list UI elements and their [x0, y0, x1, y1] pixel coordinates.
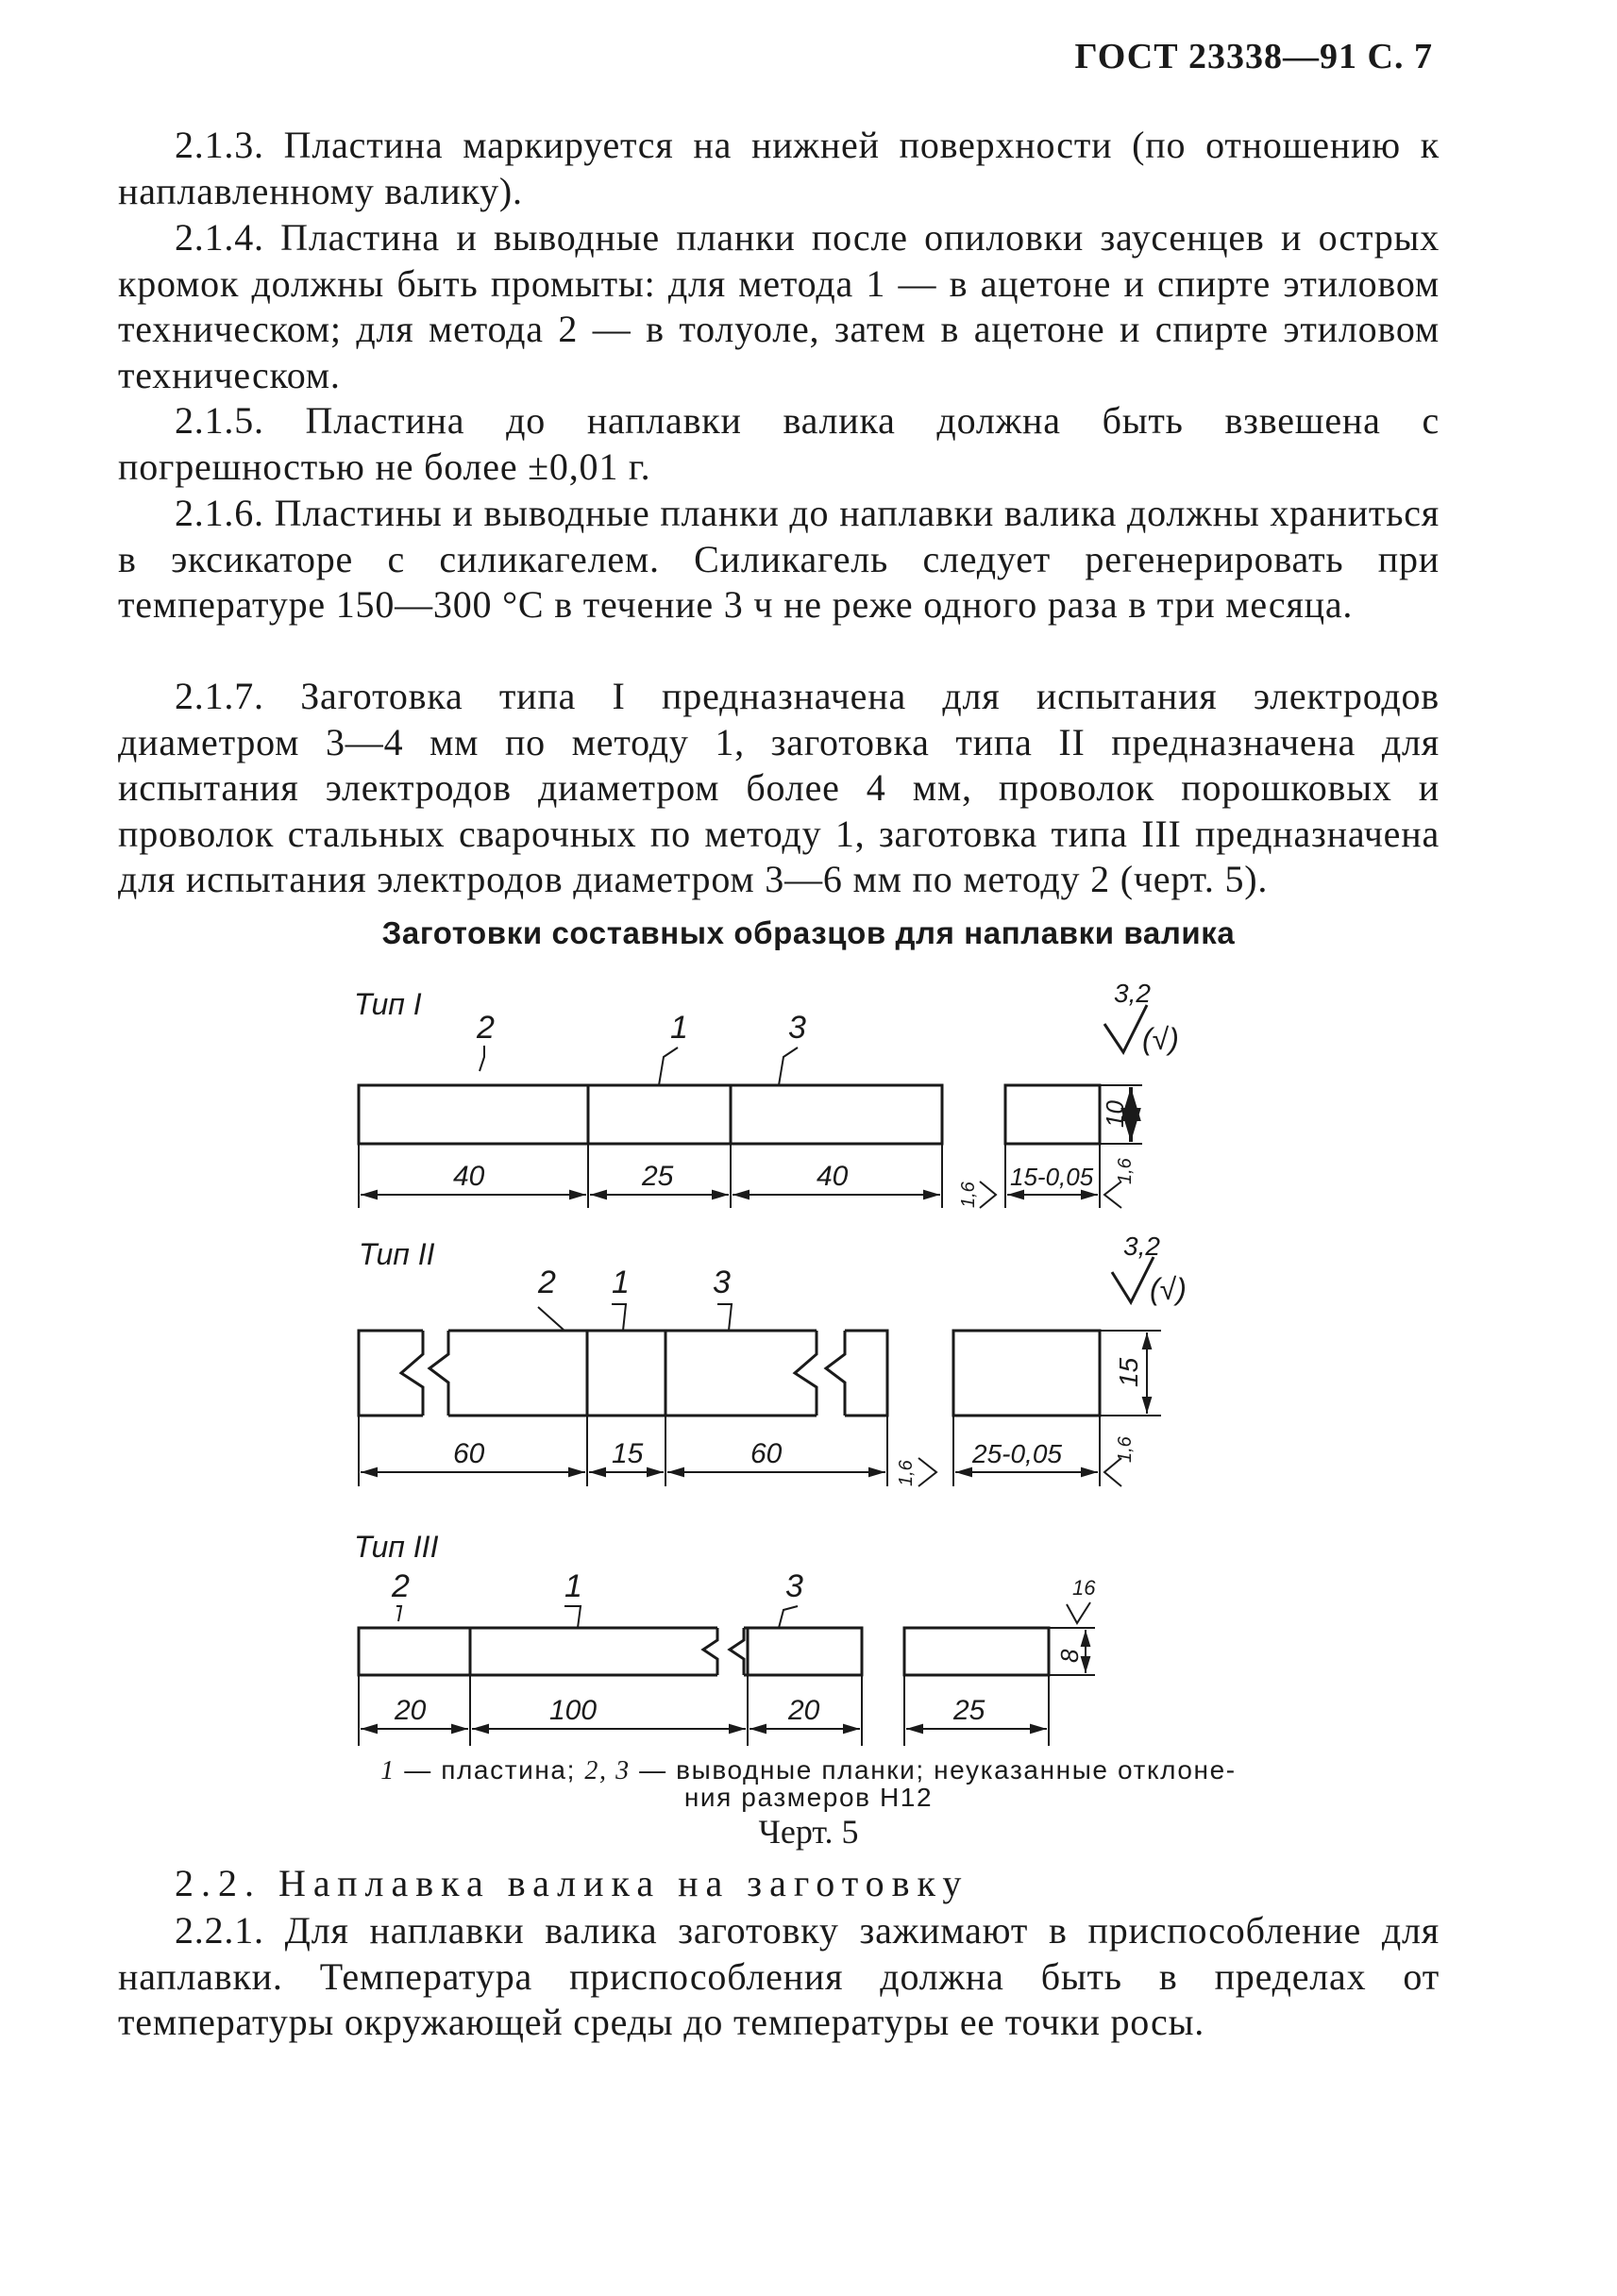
section-title: 2.2. Наплавка валика на заготовку	[175, 1862, 969, 1904]
paragraph-2-1-4: 2.1.4. Пластина и выводные планки после опиловки заусенцев и острых кромок должны быть промыты: для метода 1 — в ацетоне и спирте этиловом техническом; для метода 2 — в толуоле, затем в ацетоне и спирте этиловом техническом.	[118, 216, 1440, 396]
type-3-section-width: 25	[953, 1695, 985, 1726]
type-1-dim: 40	[817, 1161, 849, 1192]
paragraph-2-1-6: 2.1.6. Пластины и выводные планки до наплавки валика должны храниться в эксикаторе с силикагелем. Силикагель следует регенерировать при температуре 150—300 °С в течение 3 ч не реже одного раза в три месяца.	[118, 492, 1440, 626]
legend-text-plate: — пластина;	[395, 1755, 585, 1785]
figure-legend-line-2: ния размеров H12	[683, 1783, 934, 1812]
type-1-dim: 25	[642, 1161, 674, 1192]
type-2-callout: 1	[612, 1265, 630, 1300]
type-3-dim: 100	[549, 1695, 598, 1726]
type-1-drawing	[354, 979, 1179, 1208]
type-1-callout: 3	[788, 1010, 806, 1046]
type-1-roughness: 1,6	[958, 1182, 979, 1208]
type-1-height: 10	[1101, 1100, 1129, 1128]
type-3-roughness: 16	[1072, 1576, 1096, 1600]
type-1-callout: 1	[670, 1010, 688, 1046]
type-2-drawing	[359, 1232, 1187, 1486]
type-3-callout: 1	[564, 1568, 582, 1604]
paragraph-2-1-5: 2.1.5. Пластина до наплавки валика должна быть взвешена с погрешностью не более ±0,01 г.	[118, 399, 1440, 488]
type-3-height: 8	[1055, 1649, 1084, 1663]
figure-legend-line-1	[0, 1757, 1617, 1785]
type-1-section-width: 15-0,05	[1010, 1163, 1094, 1191]
paragraph-2-1-3: 2.1.3. Пластина маркируется на нижней поверхности (по отношению к наплавленному валику).	[118, 124, 1440, 212]
type-2-callout: 2	[538, 1265, 556, 1300]
type-2-surface-finish-symbol: (√)	[1150, 1272, 1187, 1306]
type-2-roughness: 1,6	[896, 1460, 917, 1486]
type-2-height: 15	[1114, 1357, 1143, 1387]
type-1-roughness: 1,6	[1115, 1158, 1136, 1184]
type-1-surface-finish: 3,2	[1114, 979, 1151, 1008]
type-1-label: Тип I	[354, 987, 422, 1021]
type-3-dim: 20	[788, 1695, 820, 1726]
type-2-label: Тип II	[359, 1237, 435, 1271]
paragraph-2-1-7: 2.1.7. Заготовка типа I предназначена для испытания электродов диаметром 3—4 мм по методу 1, заготовка типа II предназначена для испытания электродов диаметром более 4 мм, проволок порошковых и проволок стальных сварочных по методу 1, заготовка типа III предназначена для испытания электродов диаметром 3—6 мм по методу 2 (черт. 5).	[118, 675, 1440, 900]
type-2-roughness: 1,6	[1115, 1436, 1136, 1463]
type-3-callout: 2	[392, 1568, 410, 1604]
legend-number-strips: 2, 3	[584, 1756, 631, 1785]
type-2-dim: 60	[453, 1438, 485, 1469]
figure-title: Заготовки составных образцов для наплавки валика	[381, 915, 1236, 950]
type-2-surface-finish: 3,2	[1123, 1232, 1160, 1261]
type-2-callout: 3	[713, 1265, 731, 1300]
legend-number-plate: 1	[380, 1756, 396, 1785]
type-2-dim: 15	[612, 1438, 644, 1469]
type-3-callout: 3	[785, 1568, 803, 1604]
type-3-dim: 20	[395, 1695, 427, 1726]
type-1-surface-finish-symbol: (√)	[1142, 1022, 1179, 1056]
type-3-label: Тип III	[354, 1530, 439, 1564]
legend-text-strips: — выводные планки; неуказанные отклоне-	[630, 1755, 1237, 1785]
paragraph-2-2-1: 2.2.1. Для наплавки валика заготовку зажимают в приспособление для наплавки. Температура приспособления должна быть в пределах от температуры окружающей среды до температуры ее точки росы.	[118, 1909, 1440, 2043]
figure-legend	[0, 1757, 1617, 1811]
type-1-callout: 2	[477, 1010, 495, 1046]
type-2-section-width: 25-0,05	[972, 1439, 1062, 1468]
type-3-drawing	[354, 1530, 1096, 1746]
page-header: ГОСТ 23338—91 С. 7	[1074, 37, 1433, 76]
figure-label: Черт. 5	[758, 1813, 859, 1851]
figure-drawing	[312, 972, 1218, 1755]
type-2-dim: 60	[750, 1438, 783, 1469]
type-1-dim: 40	[453, 1161, 485, 1192]
